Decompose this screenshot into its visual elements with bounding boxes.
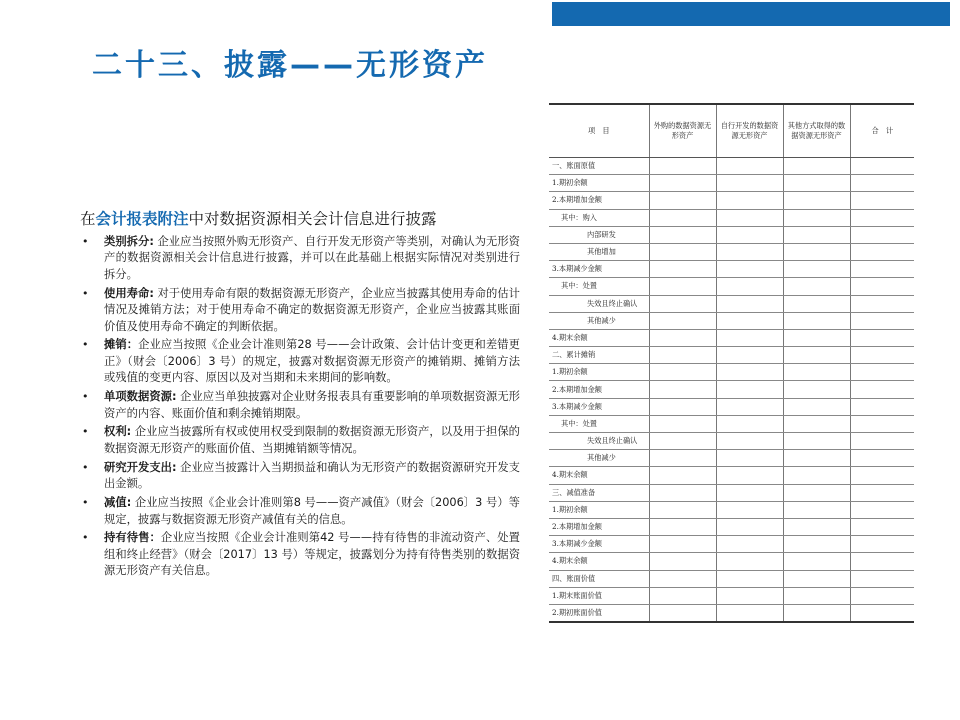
row-label: 内部研发 [549,226,649,243]
value-cell [850,433,914,450]
row-label: 四、账面价值 [549,570,649,587]
bullet-text: 对于使用寿命有限的数据资源无形资产，企业应当披露其使用寿命的估计情况及摊销方法；对于使用寿命不确定的数据资源无形资产，企业应当披露其账面价值及使用寿命不确定的判断依据。 [104,286,520,333]
value-cell [850,553,914,570]
value-cell [649,158,716,175]
value-cell [716,433,783,450]
value-cell [783,209,850,226]
value-cell [850,261,914,278]
bullet-term: 类别拆分: [104,235,154,248]
table-row [549,587,914,604]
value-cell [783,433,850,450]
value-cell [649,381,716,398]
value-cell [716,329,783,346]
value-cell [850,347,914,364]
bullet-text: 企业应当披露计入当期损益和确认为无形资产的数据资源研究开发支出金额。 [104,460,520,491]
value-cell [850,158,914,175]
value-cell [850,518,914,535]
value-cell [716,587,783,604]
table-body [549,158,914,623]
value-cell [716,364,783,381]
value-cell [850,312,914,329]
value-cell [850,243,914,260]
value-cell [716,415,783,432]
row-label: 其他减少 [549,450,649,467]
bullet-text: 企业应当按照外购无形资产、自行开发无形资产等类别，对确认为无形资产的数据资源相关会计信息进行披露，并可以在此基础上根据实际情况对类别进行拆分。 [104,235,520,281]
bullet-term: 摊销： [104,338,139,352]
row-label: 3.本期减少金额 [549,536,649,553]
value-cell [716,501,783,518]
value-cell [716,518,783,535]
intro-suffix: 中对数据资源相关会计信息进行披露 [188,210,437,228]
value-cell [850,467,914,484]
value-cell [783,278,850,295]
value-cell [716,158,783,175]
value-cell [649,226,716,243]
row-label: 3.本期减少金额 [549,398,649,415]
value-cell [850,587,914,604]
value-cell [850,192,914,209]
value-cell [649,243,716,260]
value-cell [716,570,783,587]
table-row [549,553,914,570]
table-row [549,295,914,312]
value-cell [783,570,850,587]
value-cell [850,604,914,622]
disclosure-table-wrapper [549,103,914,623]
disclosure-text-block [80,208,520,582]
bullet-single-data-resource [80,389,520,422]
table-row [549,536,914,553]
value-cell [716,484,783,501]
table-row [549,604,914,622]
value-cell [649,175,716,192]
value-cell [850,295,914,312]
value-cell [649,295,716,312]
value-cell [783,295,850,312]
header-item: 项 目 [549,104,649,158]
bullet-term: 使用寿命: [104,286,154,300]
value-cell [850,484,914,501]
row-label: 1.期初余额 [549,364,649,381]
value-cell [850,415,914,432]
value-cell [783,467,850,484]
bullet-text: 企业应当按照《企业会计准则第42 号——持有待售的非流动资产、处置组和终止经营》（财会〔2017〕13 号）等规定，披露划分为持有待售类别的数据资源无形资产有关信息。 [104,531,520,578]
bullet-held-for-sale [80,530,520,579]
value-cell [716,295,783,312]
bullet-useful-life [80,286,520,335]
value-cell [716,467,783,484]
value-cell [716,381,783,398]
table-row [549,467,914,484]
value-cell [649,518,716,535]
row-label: 4.期末余额 [549,467,649,484]
bullet-text: 企业应当单独披露对企业财务报表具有重要影响的单项数据资源无形资产的内容、账面价值和剩余摊销期限。 [104,390,520,420]
value-cell [850,381,914,398]
value-cell [649,278,716,295]
value-cell [850,450,914,467]
table-row [549,450,914,467]
value-cell [850,501,914,518]
value-cell [649,347,716,364]
value-cell [716,398,783,415]
value-cell [850,175,914,192]
header-purchased: 外购的数据资源无形资产 [649,104,716,158]
row-label: 1.期末账面价值 [549,587,649,604]
bullet-amortization [80,337,520,386]
row-label: 3.本期减少金额 [549,261,649,278]
row-label: 其中：处置 [549,415,649,432]
bullet-text: 企业应当按照《企业会计准则第28 号——会计政策、会计估计变更和差错更正》（财会〔2006〕3 号）的规定，披露对数据资源无形资产的摊销期、摊销方法或残值的变更内容、原因以及对当期和未来期间的影响数。 [104,338,520,385]
value-cell [649,398,716,415]
intro-prefix: 在 [80,210,96,228]
bullet-term: 单项数据资源: [104,390,177,404]
intangible-asset-disclosure-table [549,103,914,623]
bullet-impairment [80,495,520,528]
value-cell [783,347,850,364]
value-cell [716,278,783,295]
row-label: 失效且终止确认 [549,433,649,450]
value-cell [716,604,783,622]
value-cell [783,175,850,192]
intro-highlight: 会计报表附注 [95,210,189,228]
value-cell [716,226,783,243]
table-row [549,570,914,587]
value-cell [716,261,783,278]
row-label: 4.期末余额 [549,553,649,570]
value-cell [716,312,783,329]
table-row [549,175,914,192]
value-cell [783,536,850,553]
value-cell [783,518,850,535]
table-row [549,484,914,501]
table-row [549,518,914,535]
row-label: 三、减值准备 [549,484,649,501]
row-label: 2.期初账面价值 [549,604,649,622]
value-cell [783,364,850,381]
bullet-rd-expense [80,460,520,493]
header-accent-bar [552,2,950,26]
value-cell [716,450,783,467]
value-cell [850,329,914,346]
bullet-term: 减值: [104,496,132,510]
header-self-developed: 自行开发的数据资源无形资产 [716,104,783,158]
value-cell [649,364,716,381]
table-row [549,192,914,209]
row-label: 一、账面原值 [549,158,649,175]
value-cell [716,175,783,192]
table-row [549,226,914,243]
row-label: 2.本期增加金额 [549,192,649,209]
value-cell [649,587,716,604]
page-title: 二十三、披露——无形资产 [92,48,488,83]
header-other-acquired: 其他方式取得的数据资源无形资产 [783,104,850,158]
value-cell [783,415,850,432]
row-label: 其他减少 [549,312,649,329]
value-cell [783,329,850,346]
table-row [549,398,914,415]
value-cell [783,587,850,604]
value-cell [716,536,783,553]
value-cell [850,536,914,553]
intro-line [80,208,520,230]
value-cell [850,364,914,381]
table-row [549,347,914,364]
table-row [549,261,914,278]
row-label: 失效且终止确认 [549,295,649,312]
table-row [549,329,914,346]
table-row [549,433,914,450]
value-cell [783,226,850,243]
row-label: 2.本期增加金额 [549,381,649,398]
value-cell [649,261,716,278]
row-label: 1.期初余额 [549,175,649,192]
value-cell [850,226,914,243]
value-cell [716,192,783,209]
value-cell [649,501,716,518]
table-row [549,158,914,175]
value-cell [850,278,914,295]
value-cell [783,243,850,260]
row-label: 二、累计摊销 [549,347,649,364]
table-row [549,415,914,432]
value-cell [783,484,850,501]
bullet-term: 权利: [104,425,132,439]
value-cell [716,209,783,226]
value-cell [783,261,850,278]
row-label: 其中：购入 [549,209,649,226]
value-cell [649,415,716,432]
bullet-text: 企业应当按照《企业会计准则第8 号——资产减值》（财会〔2006〕3 号）等规定，披露与数据资源无形资产减值有关的信息。 [104,496,520,526]
value-cell [649,484,716,501]
table-row [549,364,914,381]
value-cell [716,553,783,570]
table-row [549,501,914,518]
bullet-term: 研究开发支出: [104,460,177,474]
value-cell [649,433,716,450]
value-cell [649,450,716,467]
table-row [549,243,914,260]
value-cell [850,398,914,415]
value-cell [783,158,850,175]
row-label: 2.本期增加金额 [549,518,649,535]
value-cell [850,209,914,226]
header-total: 合 计 [850,104,914,158]
value-cell [783,192,850,209]
table-row [549,209,914,226]
value-cell [649,553,716,570]
bullet-rights [80,424,520,457]
value-cell [649,467,716,484]
value-cell [649,570,716,587]
value-cell [783,398,850,415]
value-cell [649,604,716,622]
row-label: 其中：处置 [549,278,649,295]
row-label: 1.期初余额 [549,501,649,518]
value-cell [649,536,716,553]
bullet-category-split [80,234,520,283]
value-cell [716,347,783,364]
value-cell [783,381,850,398]
table-row [549,278,914,295]
table-header-row [549,104,914,158]
value-cell [649,192,716,209]
value-cell [783,553,850,570]
value-cell [783,501,850,518]
bullet-list [80,234,520,580]
table-row [549,381,914,398]
table-row [549,312,914,329]
value-cell [649,329,716,346]
row-label: 其他增加 [549,243,649,260]
row-label: 4.期末余额 [549,329,649,346]
value-cell [850,570,914,587]
value-cell [783,450,850,467]
value-cell [783,604,850,622]
value-cell [649,312,716,329]
bullet-text: 企业应当披露所有权或使用权受到限制的数据资源无形资产，以及用于担保的数据资源无形资产的账面价值、当期摊销额等情况。 [104,425,520,455]
value-cell [783,312,850,329]
bullet-term: 持有待售： [104,531,161,545]
value-cell [649,209,716,226]
value-cell [716,243,783,260]
